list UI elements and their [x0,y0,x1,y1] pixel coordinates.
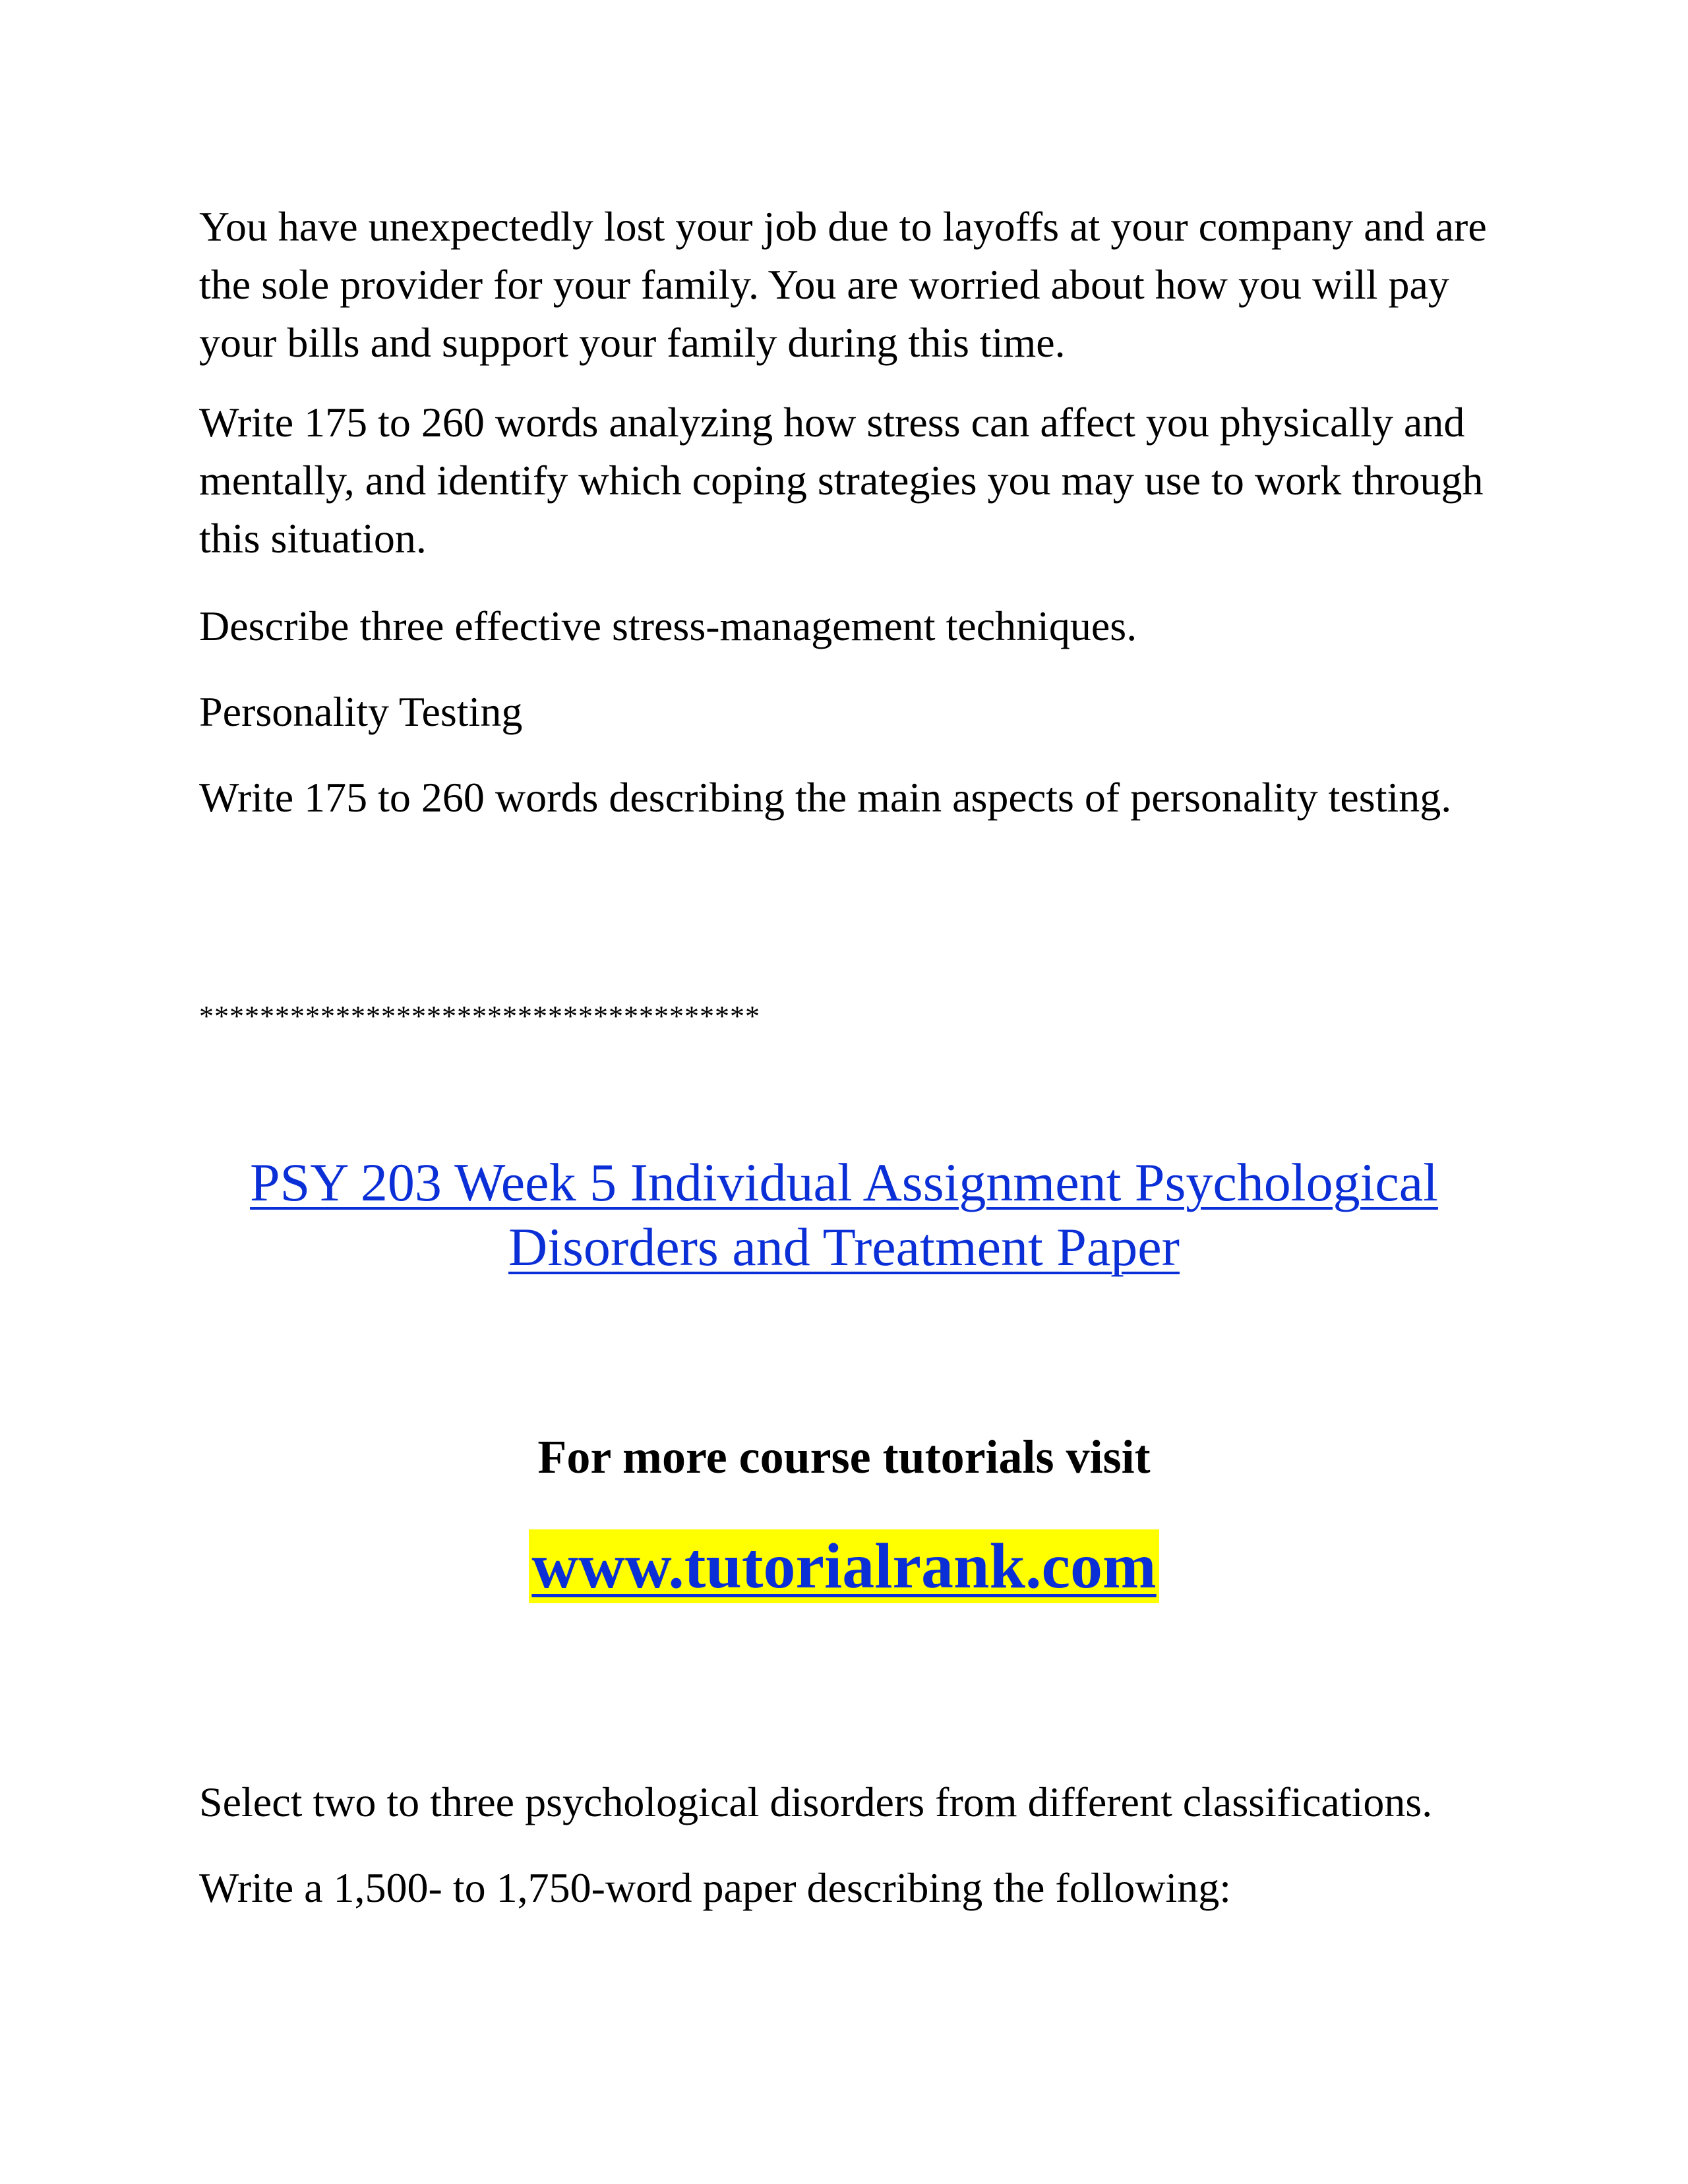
paragraph-stress-prompt: Write 175 to 260 words analyzing how stress can affect you physically and mentally, and identify which coping strategies you may use to work through this situation. [199,399,1484,562]
paragraph-write-paper: Write a 1,500- to 1,750-word paper describing the following: [199,1864,1232,1911]
heading-personality-testing: Personality Testing [199,688,523,735]
visit-prompt: For more course tutorials visit [537,1431,1151,1483]
assignment-title-link[interactable]: PSY 203 Week 5 Individual Assignment Psychological Disorders and Treatment Paper [250,1152,1438,1277]
paragraph-stress-techniques: Describe three effective stress-management techniques. [199,603,1137,649]
paragraph-scenario: You have unexpectedly lost your job due to layoffs at your company and are the sole provider for your family. You are worried about how you will pay your bills and support your family during this time. [199,203,1487,366]
site-link[interactable]: www.tutorialrank.com [531,1531,1157,1602]
paragraph-personality-prompt: Write 175 to 260 words describing the main aspects of personality testing. [199,774,1452,821]
paragraph-select-disorders: Select two to three psychological disorders from different classifications. [199,1779,1433,1825]
separator-stars: ************************************* [199,1000,760,1032]
site-link-container [198,1529,1490,1603]
site-highlight [529,1529,1159,1603]
assignment-title [198,1150,1490,1280]
